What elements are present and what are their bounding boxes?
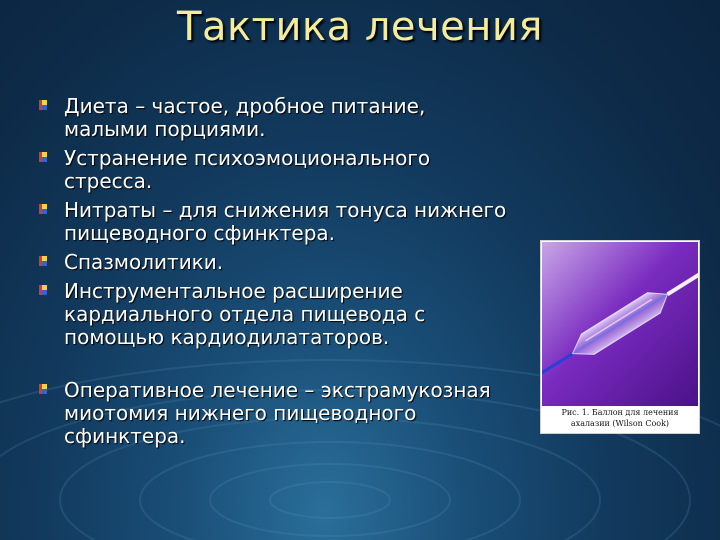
bullet-text: Инструментальное расширение	[64, 279, 403, 303]
bullet-stress	[36, 147, 596, 193]
bullet-icon	[36, 150, 52, 164]
bullet-text: Диета – частое, дробное питание,	[64, 94, 426, 118]
bullet-icon	[36, 254, 52, 268]
balloon-figure	[540, 240, 700, 434]
figure-caption-line: ахалазии (Wilson Cook)	[570, 419, 670, 428]
bullet-text: миотомия нижнего пищеводного	[64, 401, 417, 425]
bullet-icon	[36, 283, 52, 297]
bullet-text: Спазмолитики.	[64, 250, 224, 274]
bullet-text: Оперативное лечение – экстрамукозная	[64, 378, 491, 402]
bullet-diet	[36, 95, 596, 141]
bullet-text: Устранение психоэмоционального	[64, 146, 431, 170]
bullet-list	[36, 95, 596, 454]
figure-caption	[541, 407, 699, 429]
bullet-nitrates	[36, 199, 596, 245]
bullet-text: пищеводного сфинктера.	[64, 221, 335, 245]
bullet-text: кардиального отдела пищевода с	[64, 302, 426, 326]
bullet-text: малыми порциями.	[64, 117, 266, 141]
bullet-spasmolytics	[36, 251, 596, 274]
bullet-icon	[36, 382, 52, 396]
bullet-text: помощью кардиодилататоров.	[64, 325, 390, 349]
bullet-text: сфинктера.	[64, 424, 186, 448]
bullet-surgery	[36, 379, 596, 448]
bullet-dilation	[36, 280, 596, 349]
slide-title: Тактика лечения	[177, 4, 543, 50]
bullet-text: стресса.	[64, 169, 153, 193]
bullet-icon	[36, 202, 52, 216]
bullet-icon	[36, 98, 52, 112]
balloon-catheter-image	[542, 242, 698, 406]
figure-caption-line: Рис. 1. Баллон для лечения	[561, 408, 679, 417]
bullet-text: Нитраты – для снижения тонуса нижнего	[64, 198, 507, 222]
